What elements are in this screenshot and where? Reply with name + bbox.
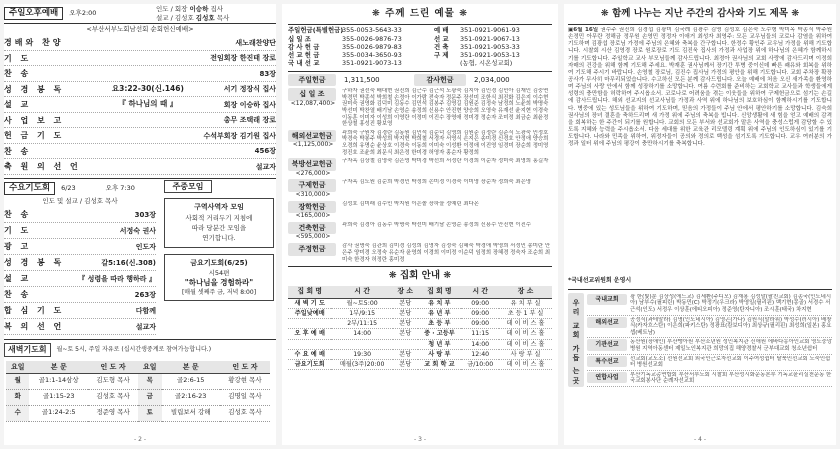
- gathering-row: [288, 329, 552, 339]
- gathering-cell: 12:40: [461, 349, 499, 359]
- gathering-cell: 19:30: [331, 349, 392, 359]
- order-row: [4, 128, 276, 144]
- offering-row: [288, 158, 552, 177]
- gathering-cell: 유 년 부: [418, 309, 462, 319]
- offering-category: 십 일 조 <12,087,400>: [288, 88, 338, 107]
- account-number: 355-0026-9876-73: [342, 34, 402, 43]
- order-row: [4, 113, 276, 129]
- gathering-cell: 오 후 예 배: [288, 329, 331, 339]
- dawn-cell: 정준영 목사: [88, 405, 138, 421]
- gathering-head-cell: 시 간: [461, 286, 499, 298]
- offering-names: 구자옥 김상철 김영숙 김은영 박미경 박선희 서정란 이경희 이순자 정미숙 최영희 홍길자: [342, 158, 549, 165]
- plant-category: 특수선교: [587, 356, 627, 367]
- prayer-page: ❋ 함께 나누는 지난 주간의 감사와 기도 제목 ❋ ▣6월 16일 권수주 권진희 김경섭 김광미 김국례 김광수 김영 김성호 김은숙 도수형 박미옥 박종식 박주원 손정민 아무란 정해금 정무원 손영민 정정자 이애거 최성자 최영주: 모든 교우님들의 코로나 감염을 위하여 기도하며 김광섭 장로님 가정에 주님의 은혜와 축복을 간구합니다. 한정수 황인주 교우님 가정을 위해 기도합니다. 시찰회 시산 김영경 장로 원로장로 기도 김진욱 집사의 가정과 사업장 위에 하나님의 은혜가 함께하시기를 기도합니다. 주일학교 교사 부모님들께 감사드립니다. 최정아 권사님의 교회 사랑에 감사드리며 이정희 자매의 건강을 위해 함께 기도해 주세요. 박재훈 권사님께서 장기간 투병 중이신데 빠른 쾌유와 회복을 위하여 기도해 주시기 바랍니다. 손영철 장로님, 김진수 집사님 가정의 평안을 위해 기도합니다. 교회 주차장 확장 공사가 무사히 마무리되었습니다. 수고하신 모든 분께 감사드립니다. 오늘 예배에 처음 오신 새가족을 환영하며 주님의 사랑 안에서 함께 성장하기를 소망합니다. 여름 수련회를 준비하는 교회학교 교사들과 학생들에게 성령의 충만함을 허락하여 주시옵소서. 코로나로 어려움을 겪는 이웃들을 위하여 구제헌금으로 섬기는 손길에 감사드립니다. 해외 선교지의 선교사님들 가정과 사역 위에 하나님의 보호하심이 함께하시기를 기도합니다. 병중에 있는 성도님들을 위하여 기도하며, 믿음의 가정들이 주님 안에서 평안하기를 소망합니다. 김숙희 권사님의 장녀 결혼을 축하드리며 새 가정 위에 주님의 축복을 빕니다. 신앙생활에 새 힘을 얻고 예배의 감격을 회복하는 한 주간이 되기를 원합니다. 교회의 모든 부서와 선교회가 맡은 사역을 충성스럽게 감당할 수 있도록 지혜와 능력을 주시옵소서. 다음 세대를 위한 교육관 리모델링 계획 위에 주님의 인도하심이 있기를 기도합니다. 나라와 민족을 위하여, 위정자들이 공의와 정의로 백성을 섬기도록 기도합니다. 교우 여러분의 가정과 일터 위에 주님의 평강이 충만하시기를 축복합니다. *국내선교위원회 운영시 우 리 교 회 가 돕 는 곳 국내교회 광 한(빛)분 김상성(에드교) 김세환(주디모) 김재용 김성말(팔친교회) 김종국(인도네시아) 남부수(필피린) 박동민(C) 박정기(우크라) 박영일(필리핀) 백기현(몽골) 서경수 서근석(인도) 서정우 이상훈(에티오피아) 정준영(탄자니아) 조시훈(태국) 차지현 해외선교 공정식(과테말라) 김명(인도네시아) 김영곤(가나) 김원식(말라위) 박성수(러시아) 배창식(카자흐스탄) 이은희(파키스탄) 정광표(캄보디아) 최상규(필리핀) 최성희(일본) 홍요셉(베트남) 기관선교 동산원(장애인) 부산맹아원 부산소년원 성민복지관 신애원 에바다농아인교회 영도중앙병원 지역아동센터 제일노인복지관 희망의집 해양경찰서 군부대교회 청소년쉼터 특수선교 선교회(교도소) 선원선교회 외국인근로자선교회 이주여성쉼터 탈북민선교회 노숙인쉼터 병원선교회 연합사업 부산기독교총연합회 부산서부노회 시찰회 부산성시화운동본부 기독교윤리실천운동 한국교회봉사단 순례자선교회 - 4 -: [564, 4, 836, 445]
- dawn-cell: 토: [138, 405, 161, 421]
- gathering-row: [288, 359, 552, 369]
- gathering-cell: 금/10:00: [461, 359, 499, 369]
- wed-order-label: 찬 송: [4, 290, 32, 300]
- dawn-cell: 금: [138, 389, 161, 405]
- account-name: 예 배: [434, 26, 449, 35]
- plant-row: [587, 355, 832, 371]
- gathering-cell: 09:00: [461, 319, 499, 329]
- plant-row: [587, 316, 832, 339]
- gathering-head-cell: 집 회 명: [288, 286, 331, 298]
- gathering-cell: 본당: [393, 309, 418, 319]
- order-label: 찬 송: [4, 146, 32, 156]
- wed-order-row: [4, 271, 156, 287]
- dawn-cell: 김도형 목사: [88, 373, 138, 389]
- gathering-cell: 데 이 비 스 홀: [499, 359, 552, 369]
- plant-category: 해외선교: [587, 317, 627, 328]
- wed-order-right: 다함께: [135, 306, 156, 315]
- order-label: 경배와 찬양: [4, 38, 64, 48]
- dawn-cell: 황강현 목사: [220, 373, 270, 389]
- offering-amount: <595,000>: [295, 233, 331, 241]
- gathering-cell: 데 이 비 스 홀: [499, 339, 552, 349]
- wed-order-label: 복 의 선 언: [4, 322, 65, 332]
- offering-amount: 1,311,500: [344, 76, 380, 85]
- dawn-row: [6, 373, 270, 389]
- wed-order-right: 설교자: [135, 322, 156, 331]
- dawn-head-cell: 본 문: [29, 361, 88, 374]
- dawn-head-cell: 본 문: [162, 361, 220, 374]
- wed-order-row: [4, 287, 156, 303]
- order-right: 총무 조택래 장로: [223, 116, 276, 125]
- offering-list: [288, 74, 552, 263]
- plant-row: [587, 293, 832, 316]
- wed-order-right: 『 성령을 따라 행하라 』: [78, 274, 156, 283]
- gathering-row: [288, 298, 552, 308]
- wed-order-right: 서정숙 권사: [119, 226, 156, 235]
- order-label: 헌 금 기 도: [4, 131, 65, 141]
- wed-order-row: [4, 255, 156, 271]
- gathering-cell: 본당: [393, 359, 418, 369]
- gathering-cell: [288, 319, 331, 329]
- plant-row: [587, 338, 832, 354]
- wed-order-label: 설 교: [4, 274, 32, 284]
- church-plant-section: [568, 293, 832, 387]
- dawn-cell: 화: [6, 389, 29, 405]
- account-number: 351-0921-9061-93: [460, 26, 520, 35]
- offering-category: 북방선교헌금 <276,000>: [288, 158, 338, 177]
- account-name: 십 일 조: [288, 34, 311, 43]
- order-label: 축 원 의 선 언: [4, 162, 81, 172]
- wed-order-label: 광 고: [4, 242, 32, 252]
- account-name: 선 교: [434, 34, 449, 43]
- order-right: 456장: [254, 147, 276, 156]
- gathering-cell: [331, 339, 392, 349]
- dawn-prayer-table: [6, 361, 270, 422]
- dawn-cell: 수: [6, 405, 29, 421]
- offering-category: 건축헌금 <595,000>: [288, 222, 338, 241]
- prayer-title: ❋ 함께 나누는 지난 주간의 감사와 기도 제목 ❋: [600, 8, 800, 19]
- plant-text: 동산원(장애인) 부산맹아원 부산소년원 성민복지관 신애원 에바다농아인교회 영도중앙병원 지역아동센터 제일노인복지관 희망의집 해양경찰서 군부대교회 청소년쉼터: [630, 339, 832, 352]
- offering-amount: <12,087,400>: [290, 99, 336, 107]
- gathering-cell: 수 요 예 배: [288, 349, 331, 359]
- account-number: 355-0053-5643-33: [342, 26, 402, 35]
- account-number: 351-0921-9067-13: [460, 34, 520, 43]
- afternoon-service-title: 주일오후예배: [4, 7, 63, 21]
- gathering-cell: 본당: [393, 319, 418, 329]
- gathering-cell: 월~토5:00: [331, 298, 392, 308]
- gathering-cell: 매월(3주)20:00: [331, 359, 392, 369]
- offering-row: [288, 74, 552, 86]
- gathering-cell: 09:00: [461, 298, 499, 308]
- prayer-topic-box: 구역사역자 모임 사회적 거리두기 지침에 따라 당분간 모임을 연기합니다.: [164, 198, 274, 248]
- gathering-head-cell: 집 회 명: [418, 286, 462, 298]
- offering-row: [288, 179, 552, 198]
- wed-order-list: [4, 207, 156, 335]
- service-order-list: [4, 35, 276, 175]
- gathering-cell: 본당: [393, 349, 418, 359]
- account-row: [288, 60, 552, 68]
- wed-order-label: 합 심 기 도: [4, 306, 65, 316]
- service-time: 오후2:00: [69, 8, 97, 17]
- offering-names: 김성호 김미래 김수민 박지원 이은솔 장하늘 정예린 최다온: [342, 200, 479, 207]
- church-plant-label: 우 리 교 회 가 돕 는 곳: [568, 293, 584, 387]
- bank-accounts: [288, 27, 552, 68]
- offering-amount: <276,000>: [295, 169, 331, 177]
- gathering-cell: 사 랑 부: [418, 349, 462, 359]
- account-number: (농협, 시온성교회): [460, 59, 513, 68]
- order-row: [4, 159, 276, 175]
- plant-text: 광 한(빛)분 김상성(에드교) 김세환(주디모) 김재용 김성말(팔친교회) 김종국(인도네시아) 남부수(필피린) 박동민(C) 박정기(우크라) 박영일(필리핀) 백기현(몽골) 서경수 서근석(인도) 서정우 이상훈(에티오피아) 정준영(탄자니아) 조시훈(태국) 차지현: [630, 293, 832, 313]
- plant-text: 선교회(교도소) 선원선교회 외국인근로자선교회 이주여성쉼터 탈북민선교회 노숙인쉼터 병원선교회: [630, 355, 831, 369]
- gathering-cell: 주일낮예배: [288, 309, 331, 319]
- offering-names: 구자옥 김도원 김순희 박경민 박정희 손미정 이경숙 이미영 장순자 정희숙 최은영: [342, 179, 531, 186]
- gathering-cell: 14:00: [461, 339, 499, 349]
- gathering-row: [288, 319, 552, 329]
- wed-order-row: [4, 207, 156, 223]
- order-right: 83장: [259, 69, 276, 78]
- service-leaders: 인도 / 회장 이승하 집사 설교 / 김성호 김성호 목사: [156, 5, 230, 22]
- dawn-cell: 김성호 목사: [88, 389, 138, 405]
- offering-names: 곽희숙 구원자 김경란 김동원 김민석 김순덕 김영희 김원준 김정란 김준식 노광숙 민정호 박경숙 박봉주 박성희 박지현 박희철 서경자 서영식 손지은 송미경 신경호 안정애 양승희 오경희 유명순 윤상호 이경숙 이동희 이미숙 이성환 이정애 이진영 임경미 장순희 정미영 정진호 조윤희 최문식 최은정 한미경 허영자 홍순자 황정희: [342, 129, 549, 156]
- offering-row: [288, 130, 552, 156]
- church-plant-list: [587, 293, 832, 387]
- gathering-title: ❋ 집회 안내 ❋: [388, 270, 452, 282]
- offering-row: [288, 222, 552, 241]
- account-row: [288, 51, 552, 59]
- wed-order-label: 기 도: [4, 226, 32, 236]
- gathering-cell: [288, 339, 331, 349]
- dawn-row: [6, 389, 270, 405]
- offerings-page: ❋ 주께 드린 예물 ❋ 주일헌금(특별헌금) 355-0053-5643-33 예 배 351-0921-9061-93 십 일 조 355-0026-9876-73 선 교 351-0921-9067-13 감 사 헌 금 355-0026-9879-83 건 축 351-0921-9053-33 선 교 헌 금 355-0034-3650-93 구 제 351-0921-9053-13 국 내 선 교 351-0921-9073-13 (농협, 시온성교회) 주일헌금 1,311,500 감사헌금 2,034,000 십 일 조 <12,087,400> 구하자 권선숙 배대현 권진희 김근수 김근석 노광숙 김지아 김민경 김민아 김재인 김중연 박경민 박종석 박희철 손정아 이가람 전숙자 정문주 장선미 조한식 최진화 김은지 이수현 권미숙 권영화 김덕미 김동수 김민석 김봉주 김영길 김원준 김정숙 남정희 노윤희 박명숙 박선미 박찬열 배기남 손영순 송정희 신용수 안진현 양승희 오영숙 유재선 윤지현 이경숙 이동훈 이미자 이성희 이영란 이정미 이진수 장영애 정미경 정순자 조미정 최금순 최윤정 한상철 홍성진 황보영 해외선교헌금 <1,125,000> 곽희숙 구원자 김경란 김동원 김민석 김순덕 김영희 김원준 김정란 김준식 노광숙 민정호 박경숙 박봉주 박성희 박지현 박희철 서경자 서영식 손지은 송미경 신경호 안정애 양승희 오경희 유명순 윤상호 이경숙 이동희 이미숙 이성환 이정애 이진영 임경미 장순희 정미영 정진호 조윤희 최문식 최은정 한미경 허영자 홍순자 황정희 북방선교헌금 <276,000> 구자옥 김상철 김영숙 김은영 박미경 박선희 서정란 이경희 이순자 정미숙 최영희 홍길자 구제헌금 <310,000> 구자옥 김도원 김순희 박경민 박정희 손미정 이경숙 이미영 장순자 정희숙 최은영 장학헌금 <165,000> 김성호 김미래 김수민 박지원 이은솔 장하늘 정예린 최다온 건축헌금 <595,000> 곽희숙 김경아 김동수 박명숙 박선미 배기남 손영순 송정희 신용수 안진현 이진수 주정헌금 감사 권명숙 김관희 김미경 김성희 김영자 김정숙 김혜숙 박경애 박영희 서정민 송미란 안은주 양미경 오정숙 유순자 윤영희 이경희 이미정 이순덕 임정희 장혜경 정숙자 조순희 최미숙 한경자 허정란 홍미정 ❋ 집회 안내 ❋ 집 회 명 시 간 장 소 집 회 명 시 간 장 소 새 벽 기 도 월~토5:00 본당 유 치 부 09:00 유 치 부 실 주일낮예배 1부/9:15 본당 유 년 부 09:00 초 등 1 부 실 2부/11:15 본당 초 등 부 09:00 데 이 비 스 홀 오 후 예 배 14:00 본당 중 · 고등부 11:15 데 이 비 스 홀 청 년 부 14:00 데 이 비 스 홀 수 요 예 배 19:30 본당 사 랑 부 12:40 사 랑 부 실 금요기도회 매월(3주)20:00 본당 교 회 학 교 금/10:00 데 이 비 스 홀 - 3 -: [282, 4, 558, 445]
- wed-order-row: [4, 303, 156, 319]
- dawn-prayer-title: 새벽기도회: [4, 343, 51, 356]
- dawn-cell: 골2:6-15: [162, 373, 220, 389]
- gathering-cell: 초 등 1 부 실: [499, 309, 552, 319]
- order-row: [4, 66, 276, 82]
- gathering-cell: 초 등 부: [418, 319, 462, 329]
- order-row: [4, 82, 276, 98]
- wed-order-row: [4, 319, 156, 335]
- plant-category: 국내교회: [587, 294, 627, 305]
- gathering-cell: 유 치 부: [418, 298, 462, 308]
- offerings-title: ❋ 주께 드린 예물 ❋: [371, 8, 469, 19]
- order-mid: 요3:22-30(신.146): [111, 83, 184, 93]
- account-number: 351-0921-9053-13: [460, 50, 520, 59]
- account-number: 355-0026-9879-83: [342, 42, 402, 51]
- plant-category: 연합사업: [587, 372, 627, 383]
- wed-order-label: 찬 송: [4, 210, 32, 220]
- order-right: 전임회장 한진태 장로: [210, 54, 276, 63]
- offering-category: 감사헌금: [414, 74, 466, 86]
- gathering-head-cell: 장 소: [499, 286, 552, 298]
- order-label: 성 경 봉 독: [4, 84, 65, 94]
- order-label: 찬 송: [4, 69, 32, 79]
- gathering-cell: 09:00: [461, 309, 499, 319]
- gathering-cell: 금요기도회: [288, 359, 331, 369]
- dawn-cell: 골1:24-2:5: [29, 405, 88, 421]
- offering-category: 주정헌금: [288, 243, 338, 255]
- dawn-head-cell: 요일: [6, 361, 29, 374]
- order-right: 수석부회장 김기원 집사: [203, 131, 276, 140]
- offering-category: 구제헌금 <310,000>: [288, 179, 338, 198]
- plant-row: [587, 371, 832, 387]
- wed-order-label: 성 경 봉 독: [4, 258, 65, 268]
- wed-order-right: 263장: [134, 290, 156, 299]
- plant-text: 부산기독교총연합회 부산서부노회 시찰회 부산성시화운동본부 기독교윤리실천운동 한국교회봉사단 순례자선교회: [630, 371, 832, 385]
- wed-order-row: [4, 223, 156, 239]
- wed-order-right: 인도자: [135, 242, 156, 251]
- order-mid: 『 하나님의 때 』: [118, 99, 178, 109]
- dawn-cell: 목: [138, 373, 161, 389]
- account-name: 주일헌금(특별헌금): [288, 26, 344, 35]
- gathering-table: [288, 286, 552, 370]
- gathering-head-cell: 시 간: [331, 286, 392, 298]
- gathering-cell: 11:15: [461, 329, 499, 339]
- order-row: [4, 51, 276, 67]
- gathering-cell: 14:00: [331, 329, 392, 339]
- gathering-cell: 사 랑 부 실: [499, 349, 552, 359]
- account-name: 구 제: [434, 50, 449, 59]
- order-right: 회장 이승하 집사: [223, 100, 276, 109]
- wed-order-right: 303장: [134, 210, 156, 219]
- offering-names: 구하자 권선숙 배대현 권진희 김근수 김근석 노광숙 김지아 김민경 김민아 김재인 김중연 박경민 박종석 박희철 손정아 이가람 전숙자 정문주 장선미 조한식 최진화 김은지 이수현 권미숙 권영화 김덕미 김동수 김민석 김봉주 김영길 김원준 김정숙 남정희 노윤희 박명숙 박선미 박찬열 배기남 손영순 송정희 신용수 안진현 양승희 오영숙 유재선 윤지현 이경숙 이동훈 이미자 이성희 이영란 이정미 이진수 장영애 정미경 정순자 조미정 최금순 최윤정 한상철 홍성진 황보영: [342, 88, 549, 128]
- offering-row: [288, 88, 552, 128]
- offering-amount: <1,125,000>: [292, 141, 334, 149]
- account-name: 국 내 선 교: [288, 59, 320, 68]
- account-name: 감 사 헌 금: [288, 42, 320, 51]
- wed-order-row: [4, 239, 156, 255]
- friday-prayer-box: 금요기도회(6/25) 시54편 "하나님을 경험하라" [매월 셋째주 금, 저녁 8:00]: [164, 254, 274, 301]
- wednesday-service-title: 수요기도회: [4, 182, 55, 196]
- plant-text: 공정식(과테말라) 김명(인도네시아) 김영곤(가나) 김원식(말라위) 박성수(러시아) 배창식(카자흐스탄) 이은희(파키스탄) 정광표(캄보디아) 최상규(필리핀) 최성희(일본) 홍요셉(베트남): [630, 316, 832, 336]
- event-subtitle: <부산서부노회남선회 순회헌신예배>: [86, 25, 194, 33]
- prayer-text: ▣6월 16일 권수주 권진희 김경섭 김광미 김국례 김광수 김영 김성호 김은숙 도수형 박미옥 박종식 박주원 손정민 아무란 정해금 정무원 손영민 정정자 이애거 최성자 최영주: 모든 교우님들의 코로나 감염을 위하여 기도하며 김광섭 장로님 가정에 주님의 은혜와 축복을 간구합니다. 한정수 황인주 교우님 가정을 위해 기도합니다. 시찰회 시산 김영경 장로 원로장로 기도 김진욱 집사의 가정과 사업장 위에 하나님의 은혜가 함께하시기를 기도합니다. 주일학교 교사 부모님들께 감사드립니다. 최정아 권사님의 교회 사랑에 감사드리며 이정희 자매의 건강을 위해 함께 기도해 주세요. 박재훈 권사님께서 장기간 투병 중이신데 빠른 쾌유와 회복을 위하여 기도해 주시기 바랍니다. 손영철 장로님, 김진수 집사님 가정의 평안을 위해 기도합니다. 교회 주차장 확장 공사가 무사히 마무리되었습니다. 수고하신 모든 분께 감사드립니다. 오늘 예배에 처음 오신 새가족을 환영하며 주님의 사랑 안에서 함께 성장하기를 소망합니다. 여름 수련회를 준비하는 교회학교 교사들과 학생들에게 성령의 충만함을 허락하여 주시옵소서. 코로나로 어려움을 겪는 이웃들을 위하여 구제헌금으로 섬기는 손길에 감사드립니다. 해외 선교지의 선교사님들 가정과 사역 위에 하나님의 보호하심이 함께하시기를 기도합니다. 병중에 있는 성도님들을 위하여 기도하며, 믿음의 가정들이 주님 안에서 평안하기를 소망합니다. 김숙희 권사님의 장녀 결혼을 축하드리며 새 가정 위에 주님의 축복을 빕니다. 신앙생활에 새 힘을 얻고 예배의 감격을 회복하는 한 주간이 되기를 원합니다. 교회의 모든 부서와 선교회가 맡은 사역을 충성스럽게 감당할 수 있도록 지혜와 능력을 주시옵소서. 다음 세대를 위한 교육관 리모델링 계획 위에 주님의 인도하심이 있기를 기도합니다. 나라와 민족을 위하여, 위정자들이 공의와 정의로 백성을 섬기도록 기도합니다. 교우 여러분의 가정과 일터 위에 주님의 평강이 충만하시기를 축복합니다.: [568, 26, 832, 148]
- gathering-cell: 데 이 비 스 홀: [499, 329, 552, 339]
- offering-row: [288, 201, 552, 220]
- gathering-cell: [393, 339, 418, 349]
- gathering-cell: 본당: [393, 298, 418, 308]
- dawn-cell: 골1:15-23: [29, 389, 88, 405]
- gathering-cell: 본당: [393, 329, 418, 339]
- offering-amount: <310,000>: [295, 190, 331, 198]
- gathering-head-cell: 장 소: [393, 286, 418, 298]
- order-row: [4, 144, 276, 160]
- dawn-cell: 월: [6, 373, 29, 389]
- dawn-head-cell: 인 도 자: [88, 361, 138, 374]
- dawn-cell: 빌립보서 강해: [162, 405, 220, 421]
- gathering-cell: 교 회 학 교: [418, 359, 462, 369]
- account-number: 351-0921-9073-13: [342, 59, 402, 68]
- gathering-cell: 2부/11:15: [331, 319, 392, 329]
- gathering-cell: 청 년 부: [418, 339, 462, 349]
- wed-leaders: 인도 및 설교 / 김성호 목사: [42, 196, 118, 205]
- account-name: 건 축: [434, 42, 449, 51]
- gathering-cell: 유 치 부 실: [499, 298, 552, 308]
- gathering-cell: 중 · 고등부: [418, 329, 462, 339]
- plant-category: 기관선교: [587, 339, 627, 350]
- offering-amount: <165,000>: [295, 212, 331, 220]
- gathering-cell: 새 벽 기 도: [288, 298, 331, 308]
- page-number: - 2 -: [134, 436, 146, 444]
- order-right: 설교자: [255, 162, 276, 171]
- account-number: 351-0921-9053-33: [460, 42, 520, 51]
- gathering-cell: 데 이 비 스 홀: [499, 319, 552, 329]
- gathering-row: [288, 349, 552, 359]
- offering-names: 곽희숙 김경아 김동수 박명숙 박선미 배기남 손영순 송정희 신용수 안진현 이진수: [342, 222, 531, 229]
- wed-order-right: 갈5:16(신.308): [101, 258, 156, 267]
- order-row: [4, 97, 276, 113]
- dawn-cell: 김명일 목사: [220, 389, 270, 405]
- dawn-row: [6, 405, 270, 421]
- order-label: 기 도: [4, 53, 32, 63]
- gathering-cell: 1부/9:15: [331, 309, 392, 319]
- offering-category: 주일헌금: [288, 74, 338, 86]
- offering-names: 감사 권명숙 김관희 김미경 김성희 김영자 김정숙 김혜숙 박경애 박영희 서정민 송미란 안은주 양미경 오정숙 유순자 윤영희 이경희 이미정 이순덕 임정희 장혜경 정숙자 조순희 최미숙 한경자 허정란 홍미정: [342, 243, 551, 263]
- account-number: 355-0034-3650-93: [342, 50, 402, 59]
- worship-order-page: 주일오후예배 오후2:00 인도 / 회장 이승하 집사 설교 / 김성호 김성호 목사 <부산서부노회남선회 순회헌신예배> 경배와 찬양 새노래찬양단 기 도 전임회장 한진태 장로 찬 송 83장 성 경 봉 독 요3:22-30(신.146) 서기 정장식 집사 설 교 『 하나님의 때 』 회장 이승하 집사 사 업 보 고 총무 조택래 장로 헌 금 기 도 수석부회장 김기원 집사 찬 송 456장 축 원 의 선 언 설교자 수요기도회 6/23 오후 7:30 인도 및 설교 / 김성호 목사 찬 송 303장 기 도 서정숙 권사 광 고 인도자 성 경 봉 독 갈5:16(신.308) 설 교 『 성령을 따라 행하라 』 찬 송 263장 합 심 기 도 다함께 복 의 선 언 설교자 주중모임 구역사역자 모임 사회적 거리두기 지침에 따라 당분간 모임을 연기합니다. 금요기도회(6/25) 시54편 "하나님을 경험하라" [매월 셋째주 금, 저녁 8:00] 새벽기도회 월~토 5시, 주일 자유로 (십시간생중계로 참여가능합니다.) 요일 본 문 인 도 자 요일 본 문 인 도 자 월 골1:1-14삼상 김도형 목사 목 골2:6-15 황강현 목사 화 골1:15-23 김성호 목사 금 골2:16-23 김명일 목사 수 골1:24-2:5 정준영 목사 토 빌립보서 강해 김성호 목사 - 2 -: [4, 5, 276, 444]
- weekday-gathering-title: 주중모임: [164, 180, 212, 193]
- offering-row: [288, 243, 552, 263]
- offering-category: 해외선교헌금 <1,125,000>: [288, 130, 338, 149]
- gathering-row: [288, 339, 552, 349]
- prayer-footnote: *국내선교위원회 운영시: [568, 276, 632, 284]
- offering-category: 장학헌금 <165,000>: [288, 201, 338, 220]
- order-right: 새노래찬양단: [235, 38, 276, 47]
- order-row: [4, 35, 276, 51]
- order-label: 설 교: [4, 100, 32, 110]
- account-row: [288, 27, 552, 35]
- offering-amount: 2,034,000: [474, 76, 510, 85]
- dawn-cell: 김성호 목사: [220, 405, 270, 421]
- order-label: 사 업 보 고: [4, 115, 65, 125]
- dawn-head-cell: 요일: [138, 361, 161, 374]
- dawn-cell: 골2:16-23: [162, 389, 220, 405]
- gathering-row: [288, 309, 552, 319]
- account-name: 선 교 헌 금: [288, 50, 320, 59]
- dawn-head-cell: 인 도 자: [220, 361, 270, 374]
- dawn-cell: 골1:1-14삼상: [29, 373, 88, 389]
- order-right: 서기 정장식 집사: [223, 85, 276, 94]
